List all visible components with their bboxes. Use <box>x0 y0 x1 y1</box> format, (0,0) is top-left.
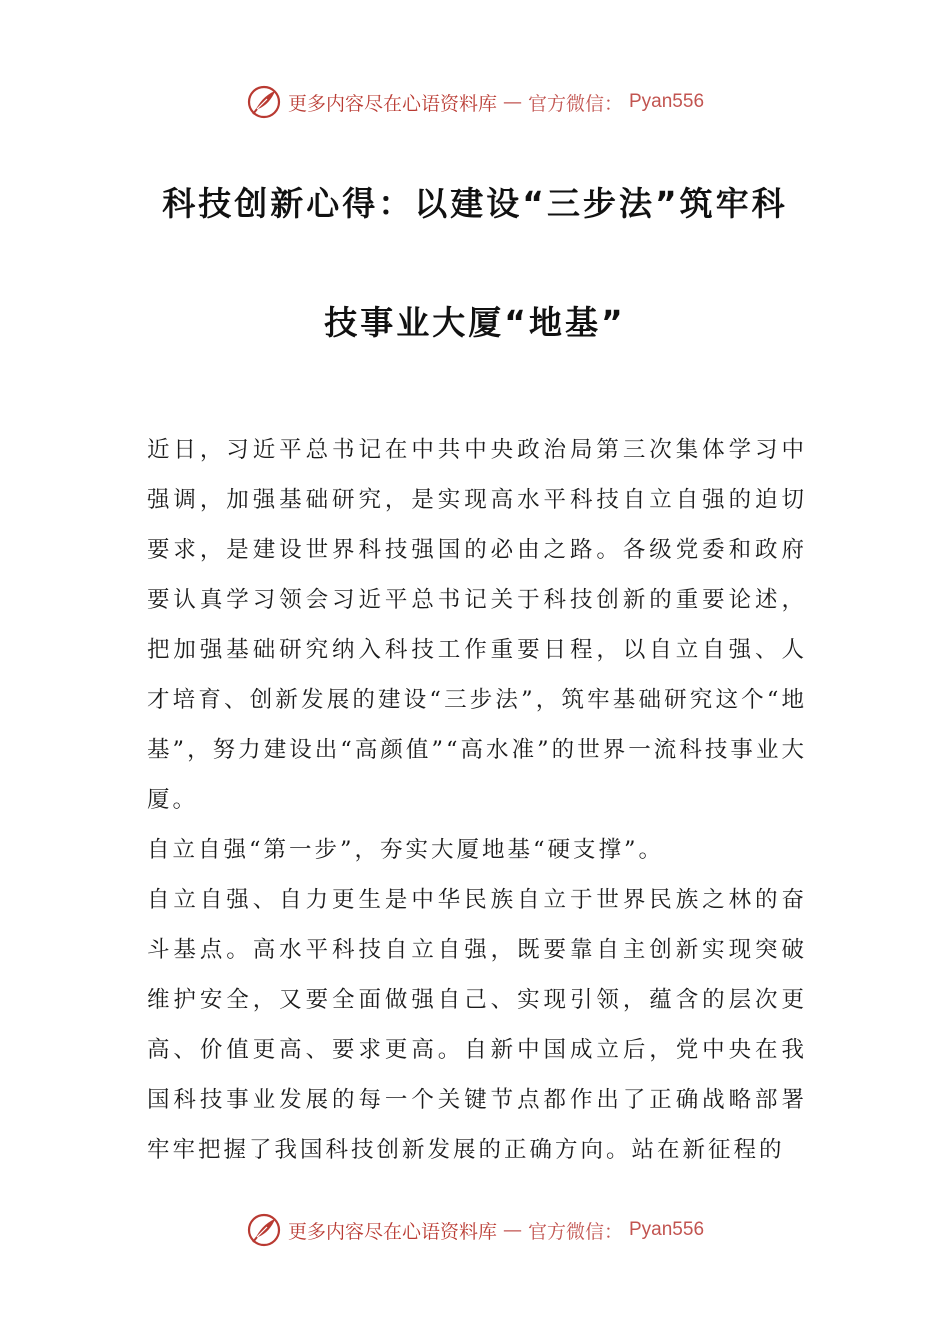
watermark-library-text: 更多内容尽在心语资料库 <box>287 92 497 115</box>
watermark-wechat-label: 官方微信： <box>527 92 623 115</box>
watermark-wechat-id: Pyan556 <box>629 1219 705 1240</box>
document-body <box>147 425 807 1175</box>
footer-watermark <box>0 1210 950 1250</box>
body-paragraph-self-reliance: 自立自强、自力更生是中华民族自立于世界民族之林的奋斗基点。高水平科技自立自强，既要靠自主创新实现突破维护安全，又要全面做强自己、实现引领，蕴含的层次更高、价值更高、要求更高。自新中国成立后，党中央在我国科技事业发展的每一个关键节点都作出了正确战略部署牢牢把握了我国科技创新发展的正确方向。站在新征程的 <box>147 887 807 1163</box>
watermark-dash: — <box>502 1219 522 1241</box>
watermark-wechat-label: 官方微信： <box>527 1220 623 1243</box>
watermark-wechat-id: Pyan556 <box>629 91 705 112</box>
watermark-dash: — <box>502 91 522 113</box>
body-paragraph-intro: 近日，习近平总书记在中共中央政治局第三次集体学习中强调，加强基础研究，是实现高水平科技自立自强的迫切要求，是建设世界科技强国的必由之路。各级党委和政府要认真学习领会习近平总书记关于科技创新的重要论述，把加强基础研究纳入科技工作重要日程，以自立自强、人才培育、创新发展的建设“三步法”，筑牢基础研究这个“地基”，努力建设出“高颜值”“高水准”的世界一流科技事业大厦。 <box>147 437 807 813</box>
quill-feather-icon <box>246 84 282 120</box>
header-watermark <box>0 82 950 122</box>
document-title-line-1: 科技创新心得：以建设“三步法”筑牢科 <box>162 184 788 223</box>
watermark-library-text: 更多内容尽在心语资料库 <box>287 1220 497 1243</box>
body-paragraph-subheading: 自立自强“第一步”，夯实大厦地基“硬支撑”。 <box>147 837 665 863</box>
document-title-line-2: 技事业大厦“地基” <box>324 303 626 342</box>
quill-feather-icon <box>246 1212 282 1248</box>
